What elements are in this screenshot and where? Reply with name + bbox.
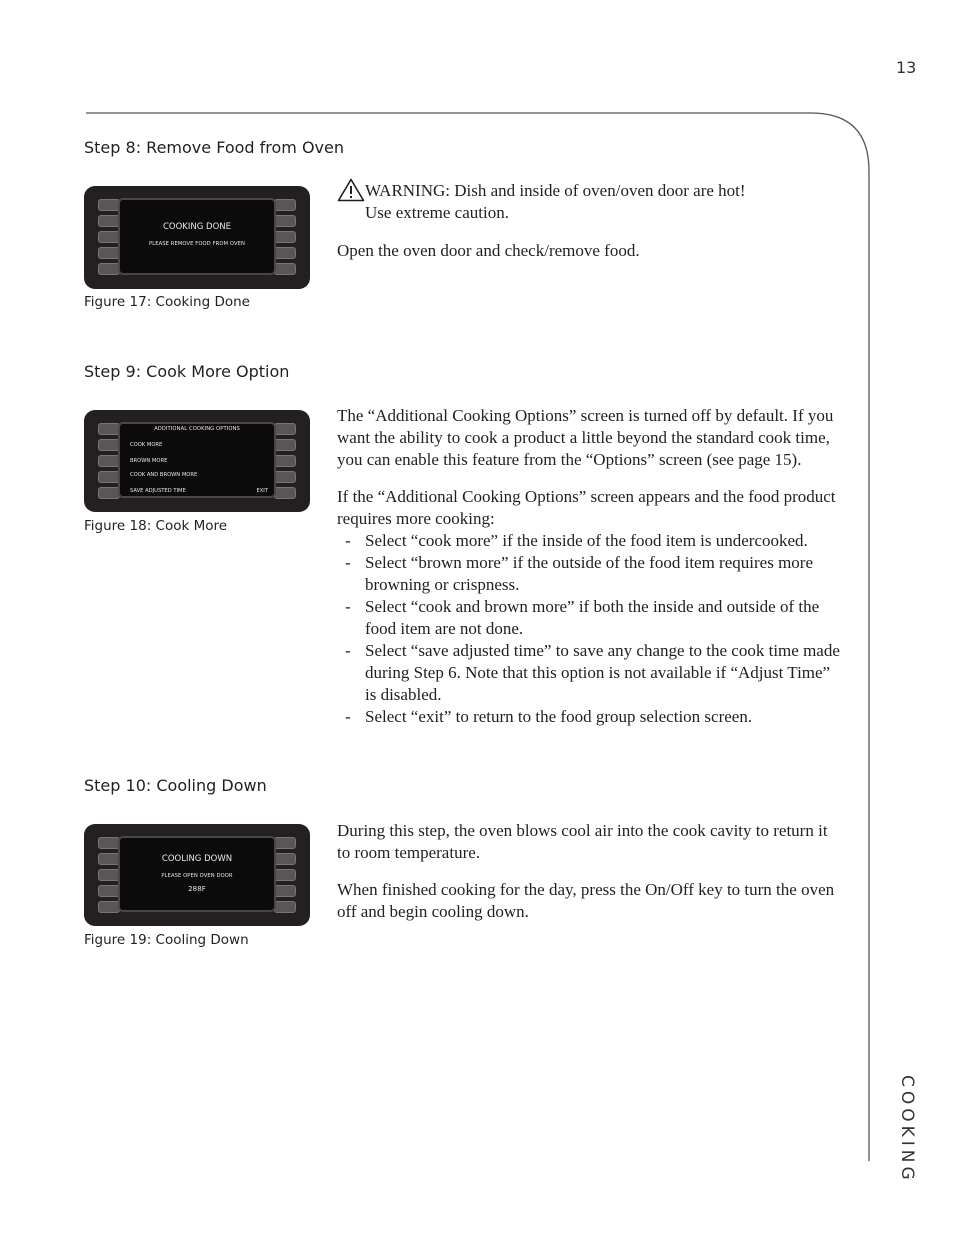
right-key-2 <box>274 215 296 227</box>
left-key-5 <box>98 901 120 913</box>
left-key-1 <box>98 199 120 211</box>
step10-paragraph-1: During this step, the oven blows cool air into the cook cavity to return it to room temperature. <box>337 821 828 862</box>
list-item: - Select “brown more” if the outside of the food item requires more browning or crispness. <box>345 553 813 594</box>
display-panel <box>118 836 276 912</box>
left-key-5 <box>98 263 120 275</box>
screen-title: COOKING DONE <box>162 222 231 232</box>
right-key-3 <box>274 231 296 243</box>
left-key-3 <box>98 455 120 467</box>
left-key-1 <box>98 837 120 849</box>
right-key-4 <box>274 471 296 483</box>
step9-option-list <box>337 530 843 728</box>
list-item: - Select “save adjusted time” to save any change to the cook time made during Step 6. Note that this option is not available if “Adjust Time” is disabled. <box>345 641 840 704</box>
right-key-5 <box>274 487 296 499</box>
figure-19-caption: Figure 19: Cooling Down <box>84 932 249 948</box>
left-key-3 <box>98 869 120 881</box>
right-key-3 <box>274 869 296 881</box>
warning-icon <box>337 178 365 202</box>
left-key-3 <box>98 231 120 243</box>
cooling-down-screen <box>84 824 310 926</box>
step8-paragraph: Open the oven door and check/remove food. <box>337 241 640 260</box>
screen-title: COOLING DOWN <box>161 854 233 864</box>
screen-subtitle: PLEASE REMOVE FOOD FROM OVEN <box>149 241 245 247</box>
right-key-4 <box>274 885 296 897</box>
right-key-1 <box>274 423 296 435</box>
left-key-4 <box>98 247 120 259</box>
display-panel <box>118 198 276 275</box>
right-key-1 <box>274 837 296 849</box>
screen-subtitle: PLEASE OPEN OVEN DOOR <box>161 873 233 879</box>
list-item-text: Select “brown more” if the outside of the food item requires more browning or crispness. <box>365 553 813 594</box>
left-key-2 <box>98 439 120 451</box>
step9-heading: Step 9: Cook More Option <box>84 362 290 381</box>
right-key-4 <box>274 247 296 259</box>
left-key-2 <box>98 215 120 227</box>
warning-line-2: Use extreme caution. <box>365 203 509 222</box>
right-key-5 <box>274 901 296 913</box>
option-exit: EXIT <box>256 488 268 494</box>
option-cook-and-brown-more: COOK AND BROWN MORE <box>130 472 198 478</box>
left-key-2 <box>98 853 120 865</box>
right-key-1 <box>274 199 296 211</box>
left-key-1 <box>98 423 120 435</box>
figure-18-caption: Figure 18: Cook More <box>84 518 228 534</box>
display-panel <box>118 422 276 498</box>
right-key-2 <box>274 853 296 865</box>
left-key-4 <box>98 885 120 897</box>
list-item-text: Select “cook more” if the inside of the food item is undercooked. <box>365 531 808 550</box>
list-item-text: Select “exit” to return to the food group selection screen. <box>365 707 753 726</box>
option-save-adjusted-time: SAVE ADJUSTED TIME <box>130 488 186 494</box>
list-item: - Select “cook more” if the inside of the food item is undercooked. <box>345 531 808 550</box>
page-number: 13 <box>896 58 917 77</box>
warning-line-1: WARNING: Dish and inside of oven/oven door are hot! <box>365 181 746 200</box>
right-key-3 <box>274 455 296 467</box>
warning-text <box>365 180 845 224</box>
left-key-5 <box>98 487 120 499</box>
figure-17-caption: Figure 17: Cooking Done <box>84 294 250 310</box>
list-item: - Select “exit” to return to the food group selection screen. <box>345 707 753 726</box>
list-item-text: Select “save adjusted time” to save any change to the cook time made during Step 6. Note that this option is not available if “Adjust Time” is disabled. <box>365 641 840 704</box>
section-tab-cooking: COOKING <box>897 1075 917 1184</box>
list-item: - Select “cook and brown more” if both the inside and outside of the food item are not done. <box>345 597 820 638</box>
right-key-2 <box>274 439 296 451</box>
step8-heading: Step 8: Remove Food from Oven <box>84 138 345 157</box>
temperature-readout: 288F <box>188 885 206 893</box>
option-brown-more: BROWN MORE <box>130 458 168 464</box>
step9-paragraph-1: The “Additional Cooking Options” screen is turned off by default. If you want the ability to cook a product a little beyond the standard cook time, you can enable this feature from the “Options” screen (see page 15). <box>337 406 834 469</box>
step10-heading: Step 10: Cooling Down <box>84 776 267 795</box>
left-key-4 <box>98 471 120 483</box>
option-cook-more: COOK MORE <box>130 442 163 448</box>
list-item-text: Select “cook and brown more” if both the inside and outside of the food item are not done. <box>365 597 820 638</box>
cook-more-screen <box>84 410 310 512</box>
step9-paragraph-2: If the “Additional Cooking Options” screen appears and the food product requires more cooking: <box>337 487 836 528</box>
right-key-5 <box>274 263 296 275</box>
cooking-done-screen <box>84 186 310 289</box>
screen-title: ADDITIONAL COOKING OPTIONS <box>154 426 240 432</box>
step10-paragraph-2: When finished cooking for the day, press the On/Off key to turn the oven off and begin cooling down. <box>337 880 835 921</box>
